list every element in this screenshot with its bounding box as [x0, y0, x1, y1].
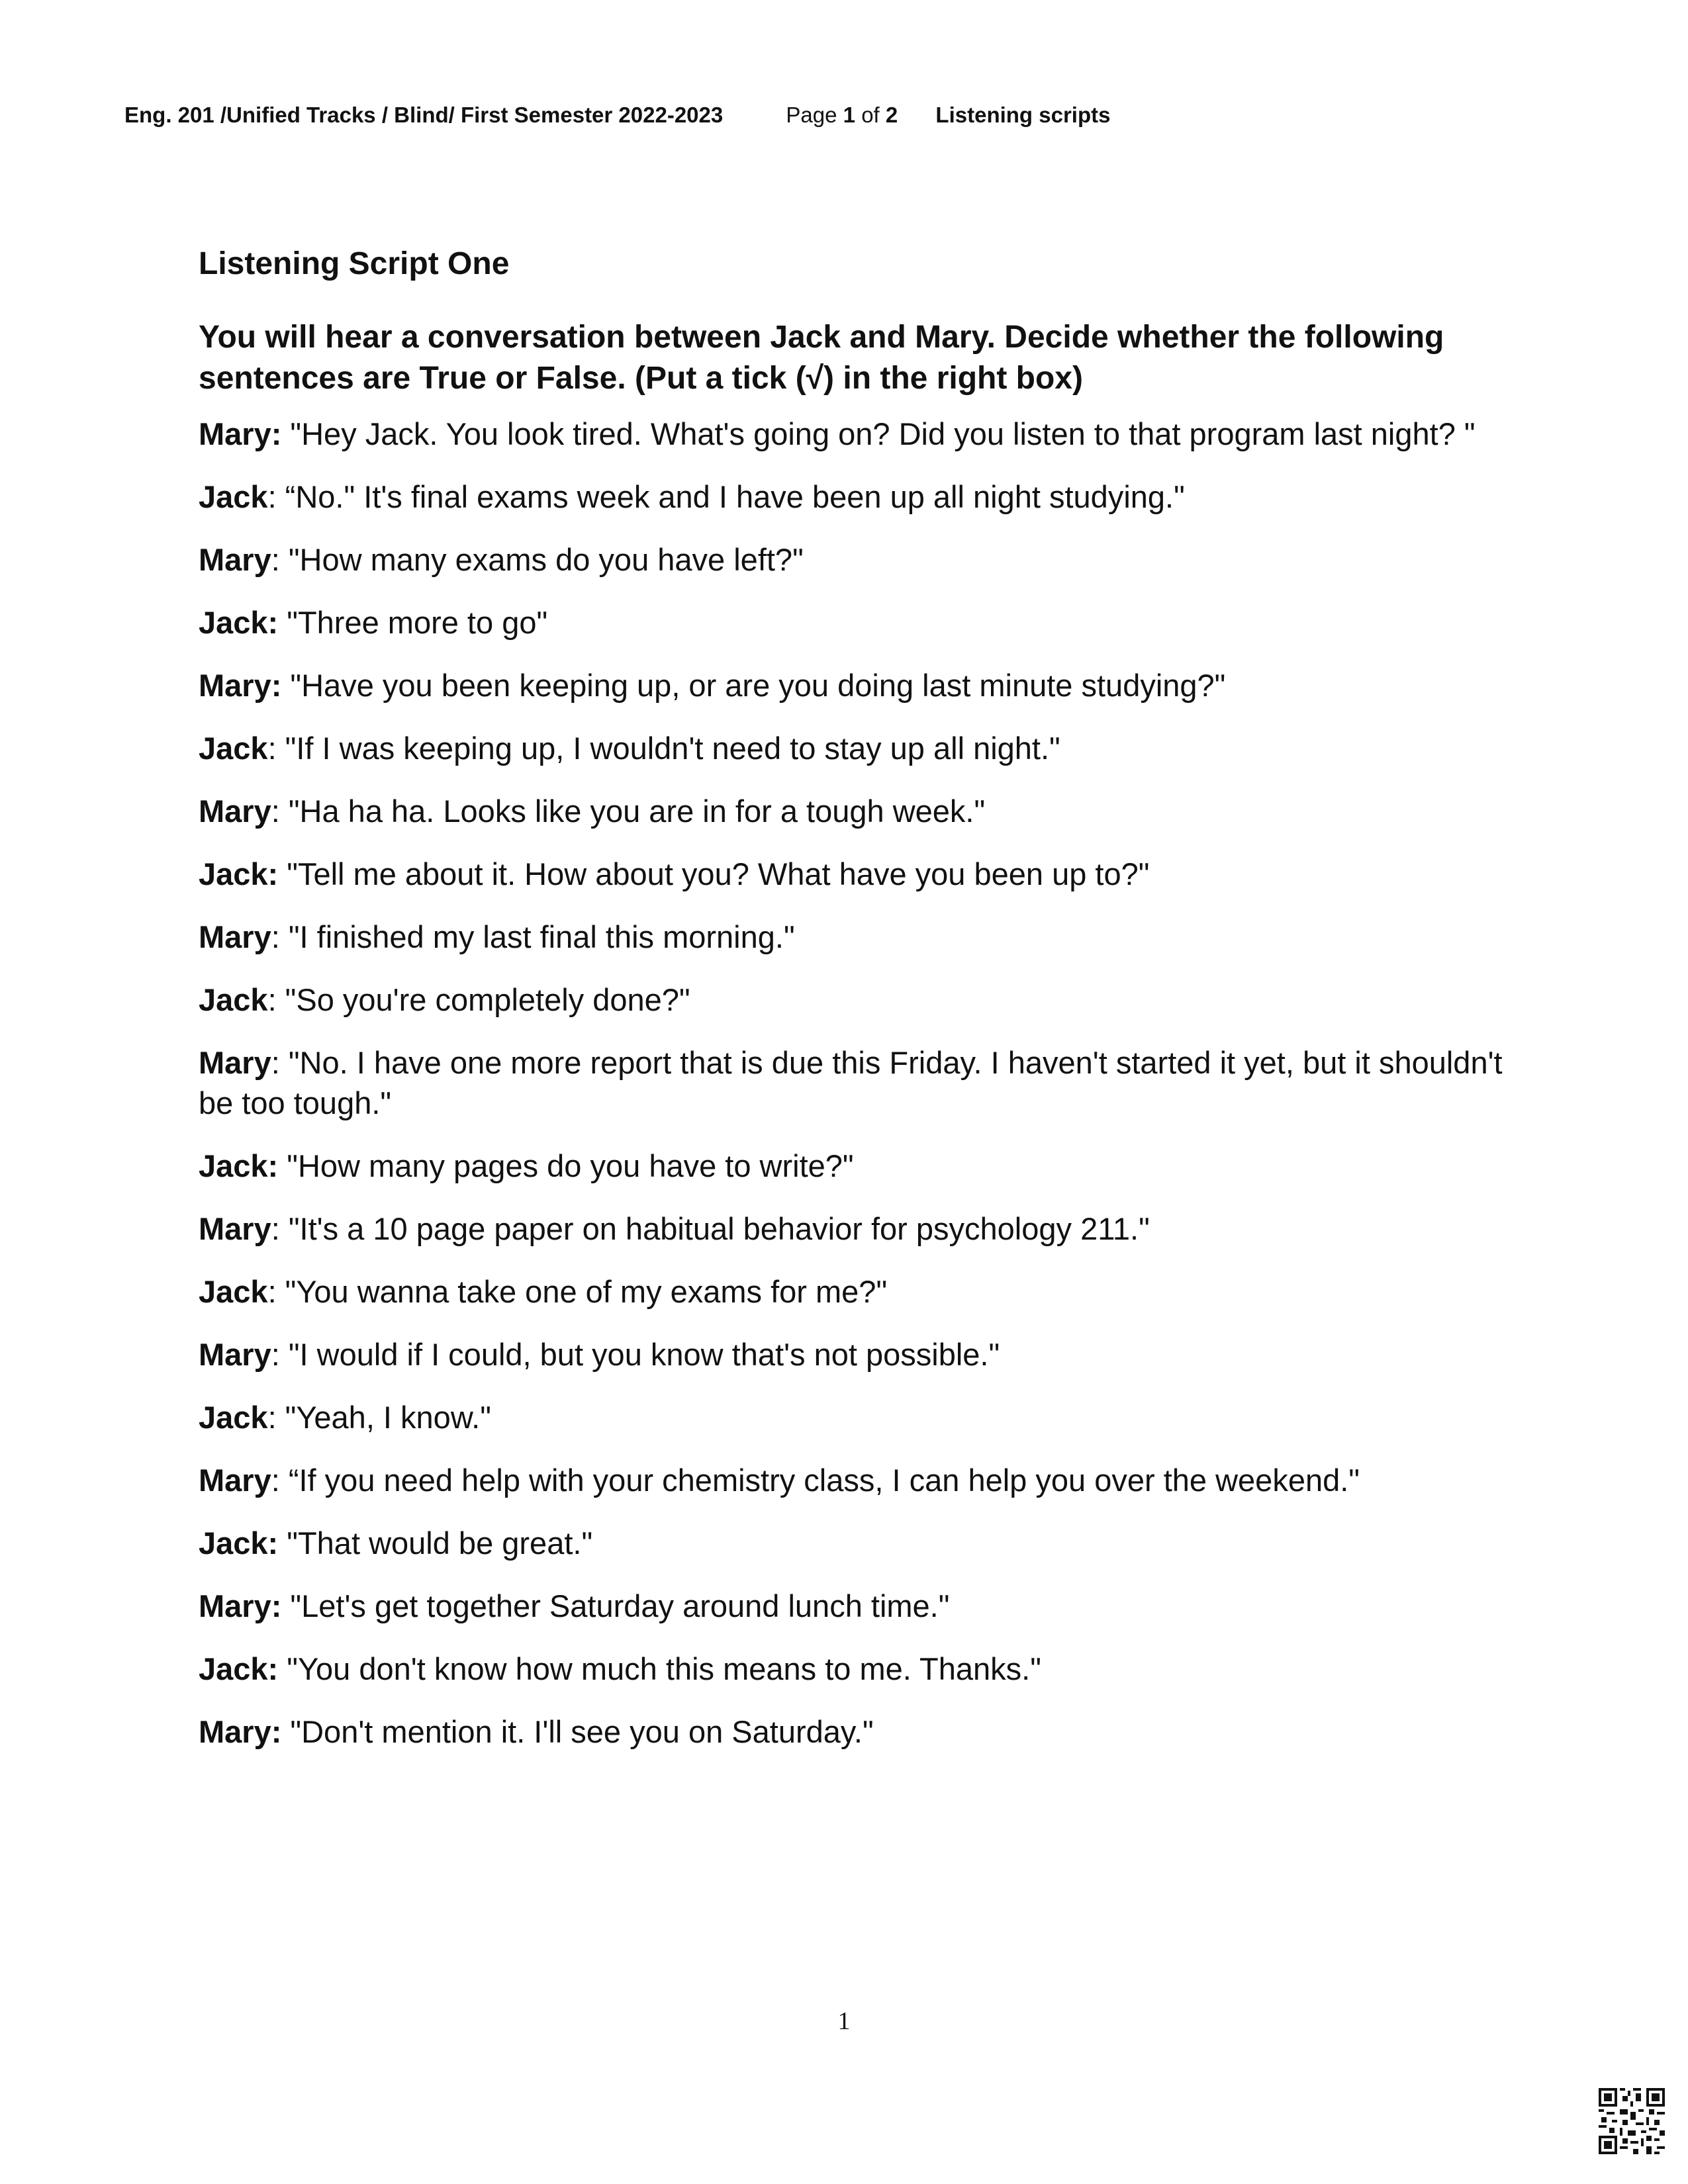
speaker-name: Mary:	[199, 668, 282, 703]
dialogue-line	[199, 539, 1516, 580]
speaker-name: Jack:	[199, 1525, 279, 1561]
dialogue-line	[199, 979, 1516, 1020]
dialogue-line	[199, 854, 1516, 894]
speaker-name: Jack:	[199, 1148, 279, 1183]
dialogue-text: : "How many exams do you have left?"	[271, 542, 804, 577]
dialogue-text: : "Ha ha ha. Looks like you are in for a tough week."	[271, 794, 986, 829]
dialogue-text: "Hey Jack. You look tired. What's going on? Did you listen to that program last night? "	[281, 416, 1476, 451]
dialogue-line	[199, 1397, 1516, 1437]
speaker-name: Mary:	[199, 416, 282, 451]
dialogue-text: "Three more to go"	[278, 605, 548, 640]
page-indicator	[786, 103, 898, 127]
dialogue-text: : "Yeah, I know."	[267, 1400, 491, 1435]
dialogue-line	[199, 665, 1516, 705]
dialogue-line	[199, 1460, 1516, 1500]
dialogue-text: "Have you been keeping up, or are you doing last minute studying?"	[281, 668, 1226, 703]
document-type: Listening scripts	[935, 103, 1111, 127]
page-word: Page	[786, 103, 837, 127]
dialogue-text: : "You wanna take one of my exams for me?"	[267, 1274, 888, 1309]
speaker-name: Mary	[199, 1337, 271, 1372]
dialogue-line	[199, 917, 1516, 957]
speaker-name: Mary:	[199, 1588, 282, 1623]
speaker-name: Mary:	[199, 1714, 282, 1749]
speaker-name: Mary	[199, 1045, 271, 1080]
dialogue-line	[199, 477, 1516, 517]
dialogue-line	[199, 414, 1516, 454]
section-title: Listening Script One	[199, 246, 510, 281]
dialogue-text: "How many pages do you have to write?"	[278, 1148, 854, 1183]
qr-code-icon	[1599, 2088, 1665, 2154]
dialogue-text: : "It's a 10 page paper on habitual behavior for psychology 211."	[271, 1211, 1150, 1246]
dialogue-line	[199, 1208, 1516, 1249]
speaker-name: Jack:	[199, 1651, 279, 1686]
dialogue-line	[199, 1711, 1516, 1752]
instruction-text: You will hear a conversation between Jack and Mary. Decide whether the following sentences are True or False. (Put a tick (√) in the right box)	[199, 320, 1444, 396]
dialogue-text: : "I finished my last final this morning."	[271, 919, 795, 954]
speaker-name: Jack	[199, 731, 268, 766]
dialogue-line	[199, 728, 1516, 768]
speaker-name: Jack	[199, 1400, 268, 1435]
speaker-name: Mary	[199, 1463, 271, 1498]
dialogue-text: "You don't know how much this means to me. Thanks."	[278, 1651, 1041, 1686]
dialogue-line	[199, 1649, 1516, 1689]
dialogue-text: "That would be great."	[278, 1525, 593, 1561]
speaker-name: Jack	[199, 1274, 268, 1309]
dialogue-list	[199, 414, 1516, 1752]
dialogue-line	[199, 791, 1516, 831]
page-number: 1	[837, 2007, 851, 2035]
dialogue-line	[199, 1334, 1516, 1375]
page-current: 1	[843, 103, 856, 127]
speaker-name: Mary	[199, 919, 271, 954]
script-body	[199, 242, 1516, 1774]
speaker-name: Jack	[199, 479, 268, 514]
page-header	[124, 101, 1110, 130]
dialogue-text: : "So you're completely done?"	[267, 982, 690, 1017]
dialogue-text: : "If I was keeping up, I wouldn't need to stay up all night."	[267, 731, 1060, 766]
dialogue-text: : “No." It's final exams week and I have been up all night studying."	[267, 479, 1185, 514]
dialogue-line	[199, 1042, 1516, 1123]
dialogue-line	[199, 602, 1516, 643]
dialogue-text: "Don't mention it. I'll see you on Saturday."	[281, 1714, 874, 1749]
dialogue-text: : "No. I have one more report that is due this Friday. I haven't started it yet, but it shouldn't be too tough."	[199, 1045, 1503, 1120]
dialogue-text: "Tell me about it. How about you? What have you been up to?"	[278, 856, 1150, 891]
dialogue-line	[199, 1586, 1516, 1626]
speaker-name: Mary	[199, 794, 271, 829]
course-title: Eng. 201 /Unified Tracks / Blind/ First Semester 2022-2023	[124, 103, 724, 127]
dialogue-line	[199, 1146, 1516, 1186]
dialogue-line	[199, 1523, 1516, 1563]
speaker-name: Jack:	[199, 605, 279, 640]
speaker-name: Mary	[199, 1211, 271, 1246]
dialogue-text: "Let's get together Saturday around lunch time."	[281, 1588, 950, 1623]
dialogue-line	[199, 1271, 1516, 1312]
page-total: 2	[885, 103, 898, 127]
speaker-name: Jack	[199, 982, 268, 1017]
speaker-name: Mary	[199, 542, 271, 577]
speaker-name: Jack:	[199, 856, 279, 891]
page-of: of	[861, 103, 880, 127]
dialogue-text: : “If you need help with your chemistry class, I can help you over the weekend."	[271, 1463, 1360, 1498]
dialogue-text: : "I would if I could, but you know that's not possible."	[271, 1337, 1000, 1372]
